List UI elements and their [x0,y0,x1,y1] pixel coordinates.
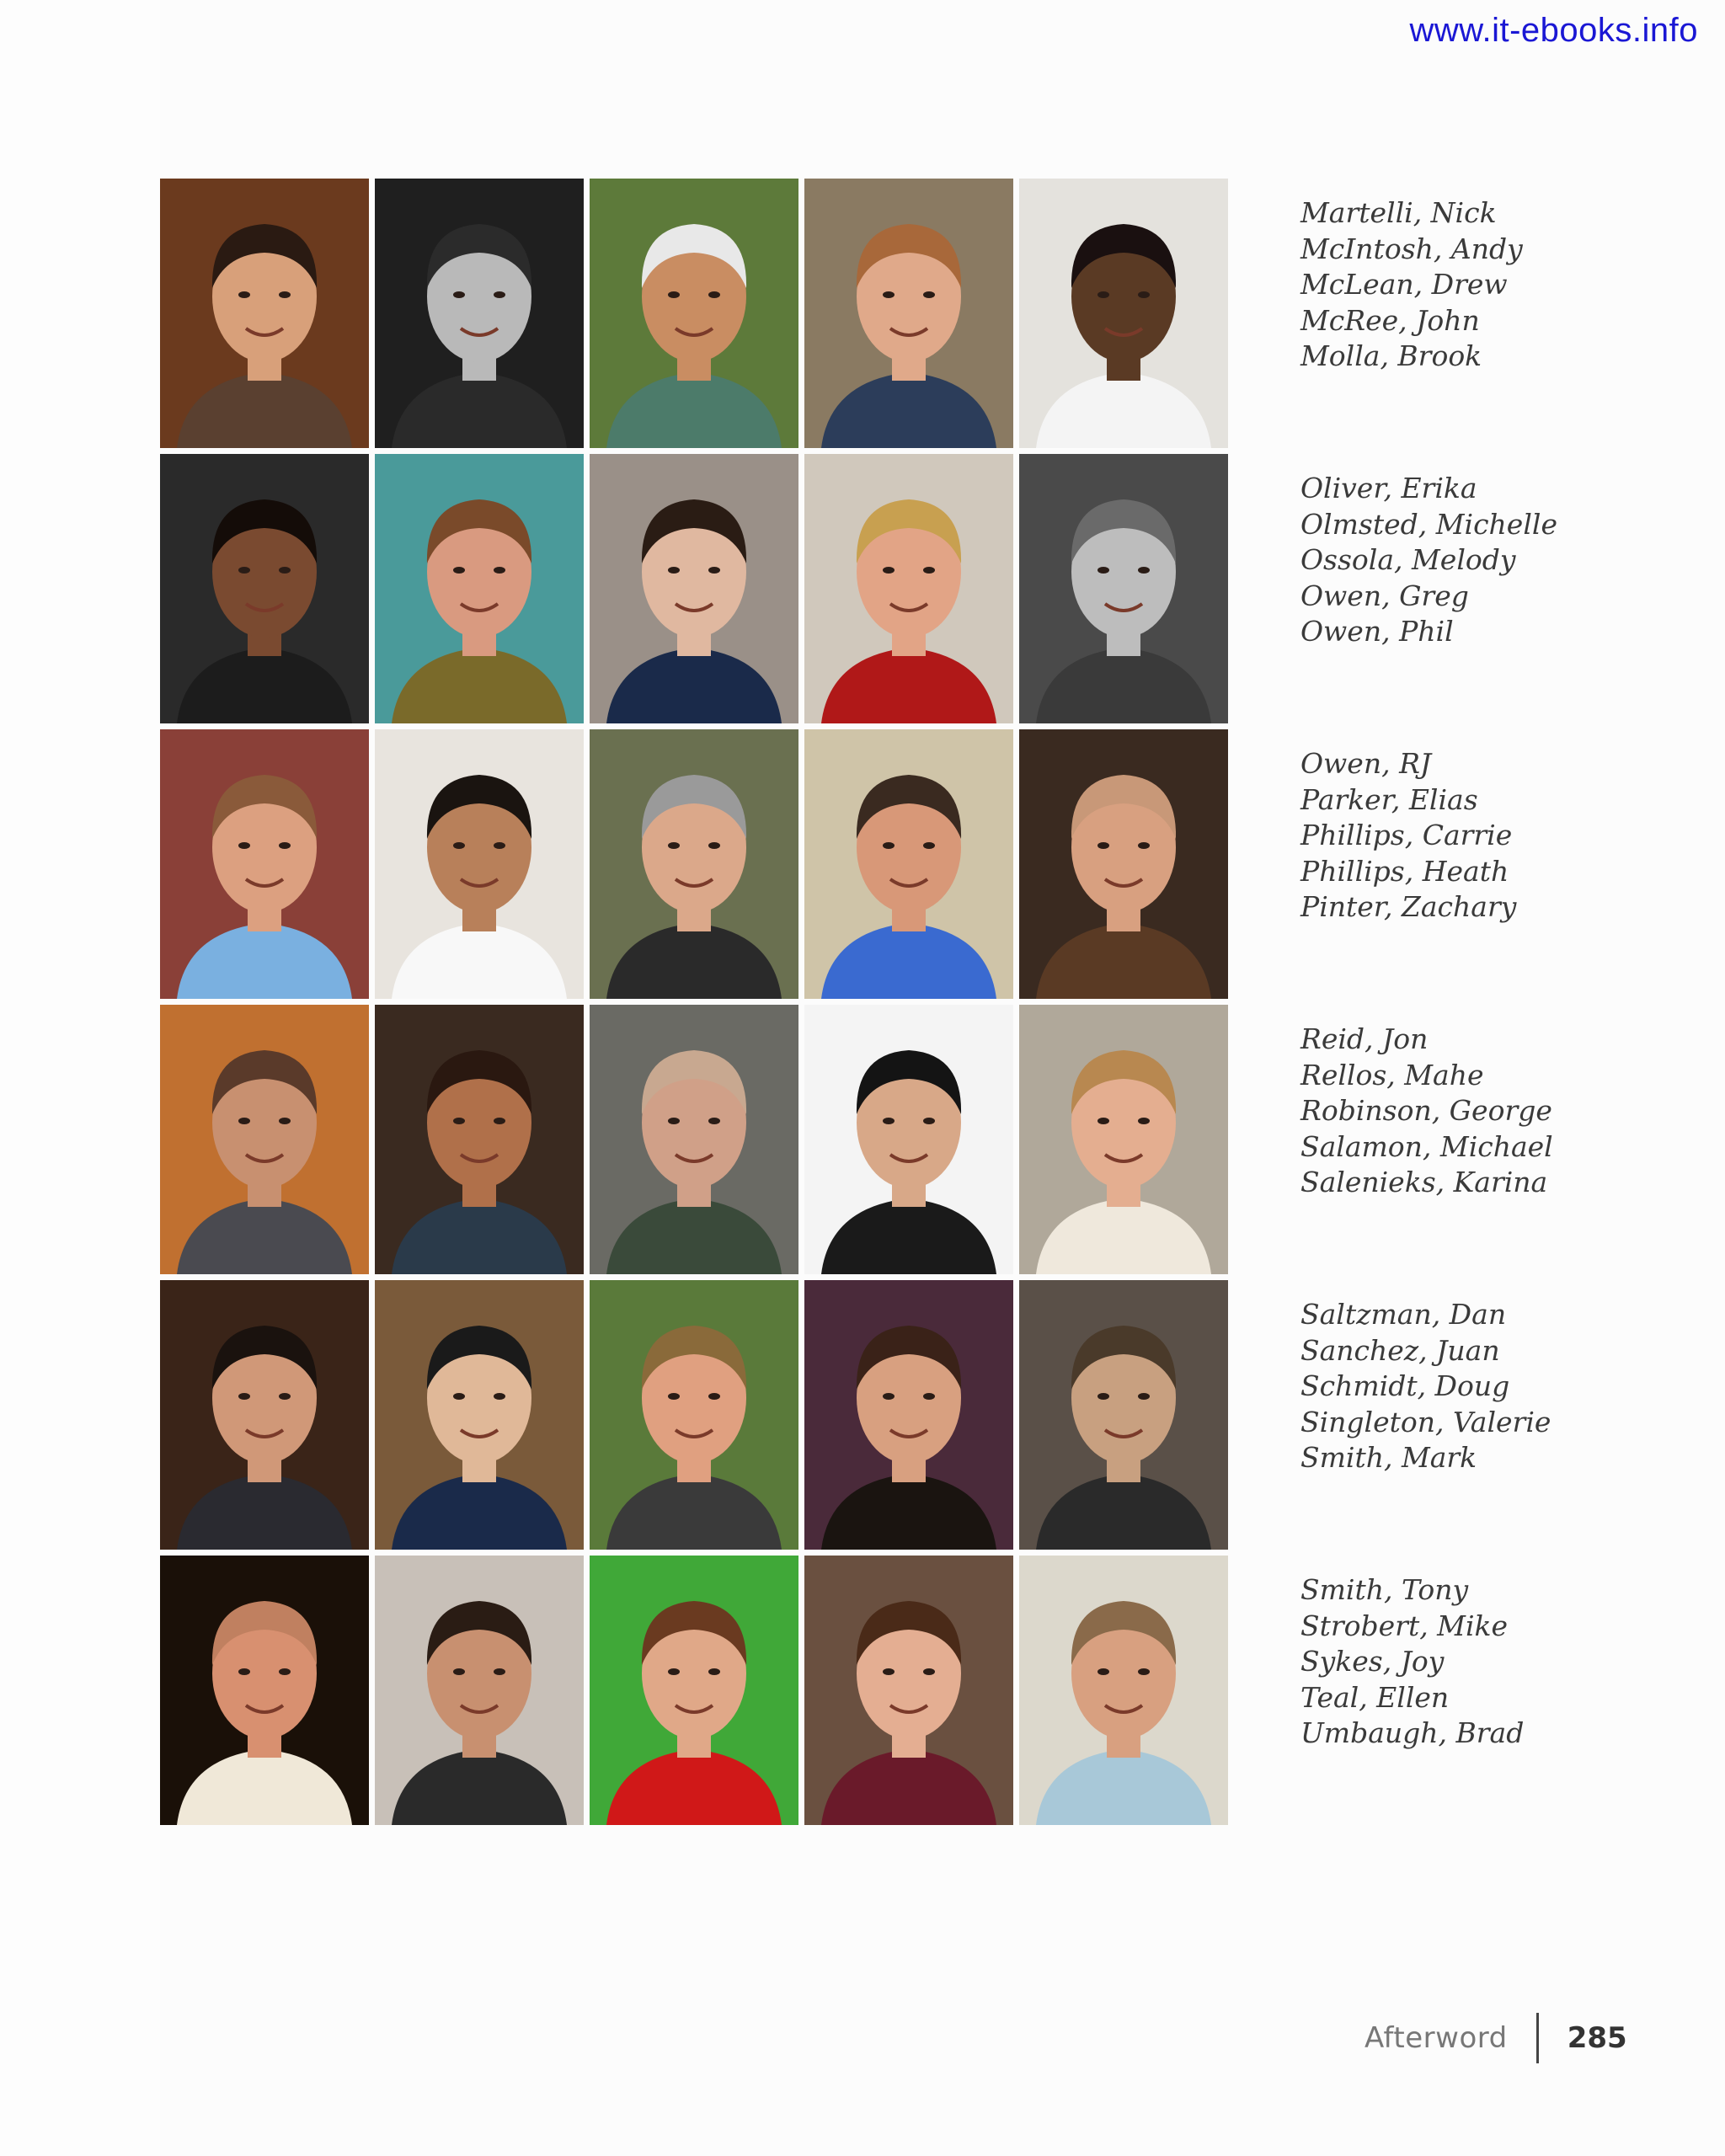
name-list [1300,179,1688,1831]
name-group [1300,1280,1688,1556]
portrait-photo [804,1280,1013,1550]
contributor-name: McLean, Drew [1300,268,1508,301]
portrait-image [160,1556,369,1825]
contributor-name: Reid, Jon [1300,1022,1429,1055]
contributor-name: Owen, Greg [1300,579,1469,612]
portrait-image [804,1556,1013,1825]
portrait-photo [590,454,798,723]
contributor-name: Smith, Tony [1300,1573,1469,1606]
watermark-link[interactable]: www.it-ebooks.info [1409,12,1698,49]
portrait-photo [804,1556,1013,1825]
portrait-photo [1019,1556,1228,1825]
portrait-image [804,1005,1013,1274]
footer-section-title: Afterword [1365,2021,1508,2055]
contributor-name: Phillips, Carrie [1300,819,1513,851]
page-number: 285 [1567,2021,1627,2055]
portrait-image [804,1280,1013,1550]
portrait-photo [1019,454,1228,723]
portrait-image [590,454,798,723]
portrait-image [590,1005,798,1274]
photo-grid [160,179,1228,1825]
contributor-name: Owen, Phil [1300,615,1454,648]
portrait-photo [375,1556,584,1825]
contributor-name: Saltzman, Dan [1300,1298,1507,1331]
portrait-image [375,1556,584,1825]
portrait-photo [375,454,584,723]
contributor-name: Rellos, Mahe [1300,1058,1484,1091]
portrait-photo [590,729,798,999]
portrait-photo [804,454,1013,723]
contributor-name: Strobert, Mike [1300,1609,1509,1642]
portrait-photo [375,179,584,448]
contributor-name: Pinter, Zachary [1300,890,1517,923]
contributor-name: Singleton, Valerie [1300,1405,1551,1438]
contributor-name: Teal, Ellen [1300,1680,1450,1714]
contributor-name: Phillips, Heath [1300,854,1509,888]
portrait-photo [160,454,369,723]
portrait-photo [160,179,369,448]
portrait-photo [375,1005,584,1274]
portrait-image [804,454,1013,723]
contributor-name: Umbaugh, Brad [1300,1716,1525,1749]
portrait-photo [160,1280,369,1550]
contributor-name: Oliver, Erika [1300,472,1477,504]
footer-divider [1536,2013,1539,2063]
portrait-image [1019,1005,1228,1274]
portrait-photo [804,179,1013,448]
contributor-name: McRee, John [1300,303,1480,337]
portrait-image [804,179,1013,448]
portrait-image [590,729,798,999]
contributor-name: Smith, Mark [1300,1441,1477,1474]
name-group [1300,729,1688,1005]
portrait-image [160,454,369,723]
portrait-image [375,1005,584,1274]
contributor-name: Owen, RJ [1300,747,1432,780]
portrait-photo [1019,1005,1228,1274]
contributor-name: Olmsted, Michelle [1300,507,1557,541]
portrait-photo [1019,729,1228,999]
contributor-name: Schmidt, Doug [1300,1369,1510,1402]
portrait-image [590,179,798,448]
portrait-image [1019,729,1228,999]
contributor-name: Martelli, Nick [1300,196,1497,229]
page-footer [1365,2013,1627,2063]
portrait-photo [590,179,798,448]
portrait-photo [160,729,369,999]
contributor-name: Sanchez, Juan [1300,1333,1500,1367]
portrait-image [160,1280,369,1550]
name-group [1300,454,1688,729]
portrait-photo [160,1556,369,1825]
portrait-image [160,179,369,448]
portrait-image [375,729,584,999]
portrait-photo [375,1280,584,1550]
portrait-image [1019,179,1228,448]
portrait-photo [375,729,584,999]
contributor-name: Molla, Brook [1300,339,1482,372]
portrait-image [1019,454,1228,723]
portrait-image [375,1280,584,1550]
portrait-photo [590,1005,798,1274]
portrait-image [804,729,1013,999]
portrait-photo [590,1280,798,1550]
contributor-name: Ossola, Melody [1300,543,1516,576]
portrait-image [1019,1280,1228,1550]
contributor-name: Salenieks, Karina [1300,1166,1548,1198]
name-group [1300,1005,1688,1280]
contributor-name: McIntosh, Andy [1300,232,1523,265]
portrait-photo [590,1556,798,1825]
portrait-image [590,1556,798,1825]
contributor-name: Parker, Elias [1300,782,1478,816]
portrait-photo [1019,1280,1228,1550]
contributor-name: Salamon, Michael [1300,1129,1553,1163]
contributor-name: Sykes, Joy [1300,1645,1445,1678]
portrait-image [375,454,584,723]
name-group [1300,179,1688,454]
portrait-image [160,729,369,999]
portrait-photo [804,729,1013,999]
portrait-image [1019,1556,1228,1825]
contributor-name: Robinson, George [1300,1094,1552,1127]
portrait-photo [804,1005,1013,1274]
name-group [1300,1556,1688,1831]
portrait-image [375,179,584,448]
portrait-image [590,1280,798,1550]
portrait-photo [160,1005,369,1274]
portrait-photo [1019,179,1228,448]
portrait-image [160,1005,369,1274]
